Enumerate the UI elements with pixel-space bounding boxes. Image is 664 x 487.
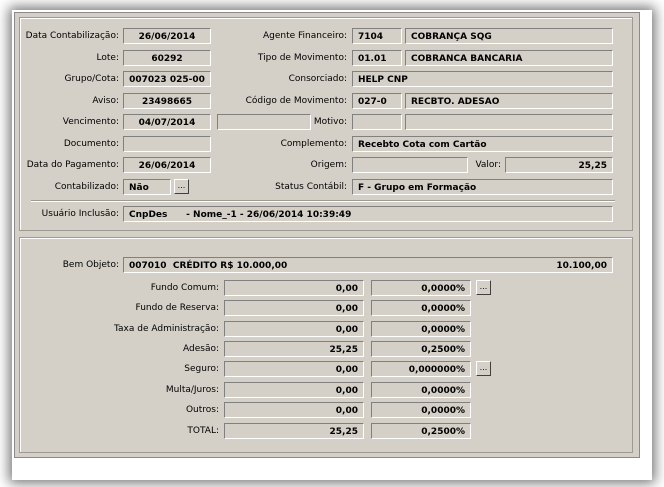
tipo-movimento-code-field[interactable]: 01.01 — [352, 50, 402, 66]
lote-label: Lote: — [96, 53, 119, 63]
contabilizado-label: Contabilizado: — [54, 182, 119, 192]
breakdown-perc-field[interactable]: 0,0000% — [371, 402, 471, 418]
consorciado-label: Consorciado: — [288, 74, 347, 84]
breakdown-perc-field[interactable]: 0,0000% — [371, 321, 471, 337]
motivo-label: Motivo: — [313, 117, 347, 127]
bem-objeto-label: Bem Objeto: — [62, 260, 119, 270]
window-frame — [14, 12, 640, 458]
motivo-code-field[interactable] — [352, 114, 402, 130]
tipo-movimento-label: Tipo de Movimento: — [257, 53, 347, 63]
usuario-inclusao-field[interactable]: CnpDes - Nome_-1 - 26/06/2014 10:39:49 — [123, 206, 613, 222]
bem-objeto-code-desc: 007010 CRÉDITO R$ 10.000,00 — [129, 261, 288, 271]
breakdown-valor-field[interactable]: 0,00 — [224, 300, 364, 316]
agente-financeiro-label: Agente Financeiro: — [262, 31, 347, 41]
breakdown-valor-field[interactable]: 25,25 — [224, 341, 364, 357]
motivo-name-field[interactable] — [405, 114, 613, 130]
total-perc-field[interactable]: 0,2500% — [371, 423, 471, 439]
aviso-label: Aviso: — [92, 96, 119, 106]
breakdown-perc-field[interactable]: 0,0000% — [371, 280, 471, 296]
breakdown-label: Taxa de Administração: — [114, 324, 219, 334]
codigo-movimento-name-field[interactable]: RECBTO. ADESAO — [405, 93, 613, 109]
breakdown-label: Multa/Juros: — [165, 385, 219, 395]
total-label: TOTAL: — [187, 426, 219, 436]
breakdown-ellipsis-button[interactable]: ... — [476, 361, 491, 376]
origem-label: Origem: — [310, 160, 347, 170]
breakdown-label: Outros: — [185, 405, 219, 415]
breakdown-label: Seguro: — [184, 364, 219, 374]
data-contabilizacao-label: Data Contabilização: — [25, 31, 119, 41]
complemento-label: Complemento: — [280, 139, 347, 149]
tipo-movimento-name-field[interactable]: COBRANCA BANCARIA — [405, 50, 613, 66]
grupo-cota-field[interactable]: 007023 025-00 — [123, 71, 211, 87]
breakdown-valor-field[interactable]: 0,00 — [224, 361, 364, 377]
bem-objeto-valor: 10.100,00 — [556, 261, 607, 271]
origem-field[interactable] — [352, 157, 468, 173]
breakdown-valor-field[interactable]: 0,00 — [224, 402, 364, 418]
complemento-field[interactable]: Recebto Cota com Cartão — [352, 136, 613, 152]
contabilizado-ellipsis-button[interactable]: ... — [174, 179, 189, 194]
breakdown-valor-field[interactable]: 0,00 — [224, 280, 364, 296]
data-contabilizacao-field[interactable]: 26/06/2014 — [123, 28, 211, 44]
breakdown-perc-field[interactable]: 0,2500% — [371, 341, 471, 357]
breakdown-perc-field[interactable]: 0,0000% — [371, 300, 471, 316]
vencimento-field[interactable]: 04/07/2014 — [123, 114, 211, 130]
breakdown-label: Fundo Comum: — [150, 283, 219, 293]
breakdown-ellipsis-button[interactable]: ... — [476, 280, 491, 295]
aviso-field[interactable]: 23498665 — [123, 93, 211, 109]
breakdown-perc-field[interactable]: 0,0000% — [371, 382, 471, 398]
breakdown-valor-field[interactable]: 0,00 — [224, 321, 364, 337]
documento-label: Documento: — [63, 139, 119, 149]
valor-label: Valor: — [475, 160, 501, 170]
breakdown-label: Fundo de Reserva: — [135, 303, 219, 313]
codigo-movimento-code-field[interactable]: 027-0 — [352, 93, 402, 109]
data-pagamento-label: Data do Pagamento: — [26, 160, 119, 170]
breakdown-label: Adesão: — [183, 344, 219, 354]
vencimento-label: Vencimento: — [62, 117, 119, 127]
agente-financeiro-code-field[interactable]: 7104 — [352, 28, 402, 44]
breakdown-perc-field[interactable]: 0,000000% — [371, 361, 471, 377]
grupo-cota-label: Grupo/Cota: — [64, 74, 119, 84]
documento-field[interactable] — [123, 136, 211, 152]
total-valor-field[interactable]: 25,25 — [224, 423, 364, 439]
divider — [31, 200, 615, 202]
usuario-inclusao-label: Usuário Inclusão: — [41, 209, 119, 219]
lote-field[interactable]: 60292 — [123, 50, 211, 66]
bem-objeto-field[interactable] — [123, 257, 613, 273]
data-pagamento-field[interactable]: 26/06/2014 — [123, 157, 211, 173]
status-contabil-field[interactable]: F - Grupo em Formação — [352, 179, 613, 195]
valor-field[interactable]: 25,25 — [505, 157, 613, 173]
agente-financeiro-name-field[interactable]: COBRANÇA SQG — [405, 28, 613, 44]
consorciado-field[interactable]: HELP CNP — [352, 71, 613, 87]
status-contabil-label: Status Contábil: — [275, 182, 347, 192]
breakdown-valor-field[interactable]: 0,00 — [224, 382, 364, 398]
codigo-movimento-label: Código de Movimento: — [245, 96, 347, 106]
contabilizado-field[interactable]: Não — [123, 179, 171, 195]
